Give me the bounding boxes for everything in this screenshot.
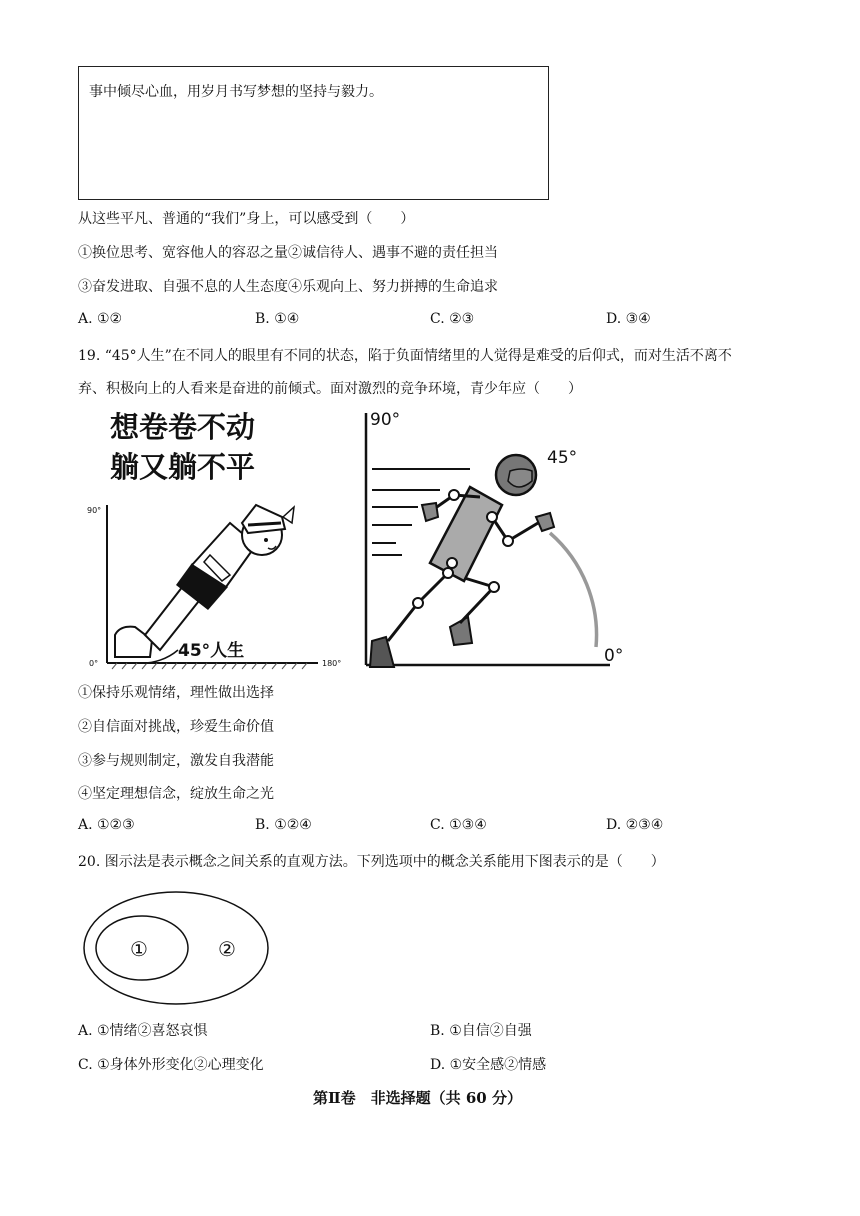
illustration-title-line-2: 躺又躺不平 [110, 450, 256, 484]
q19-stem-line-2: 弃、积极向上的人看来是奋进的前倾式。面对激烈的竞争环境，青少年应（ ） [78, 381, 582, 397]
q20-option-d[interactable]: D. ①安全感②情感 [430, 1057, 547, 1073]
q19-item-1: ①保持乐观情绪，理性做出选择 [78, 685, 274, 701]
q18-choice-line-1: ①换位思考、宽容他人的容忍之量②诚信待人、遇事不避的责任担当 [78, 245, 498, 261]
illustration-title-line-1: 想卷卷不动 [110, 410, 256, 444]
angle-arc [550, 533, 597, 647]
q20-stem: 20. 图示法是表示概念之间关系的直观方法。下列选项中的概念关系能用下图表示的是（ ） [78, 854, 665, 870]
q20-option-c[interactable]: C. ①身体外形变化②心理变化 [78, 1057, 264, 1073]
q18-choice-line-2: ③奋发进取、自强不息的人生态度④乐观向上、努力拼搏的生命追求 [78, 279, 498, 295]
left-label-90: 90° [87, 506, 102, 515]
right-label-45: 45° [547, 448, 578, 468]
quote-box [78, 66, 549, 200]
q20-option-a[interactable]: A. ①情绪②喜怒哀惧 [78, 1023, 208, 1039]
q18-option-b[interactable]: B. ①④ [255, 311, 300, 327]
concept-relation-diagram [78, 888, 278, 1008]
section-title: 第Ⅱ卷 非选择题（共 60 分） [313, 1089, 522, 1107]
q19-option-c[interactable]: C. ①③④ [430, 817, 487, 833]
q19-option-b[interactable]: B. ①②④ [255, 817, 312, 833]
left-label-180: 180° [322, 659, 342, 668]
illustration-caption: 45°人生 [178, 641, 245, 661]
q20-option-b[interactable]: B. ①自信②自强 [430, 1023, 532, 1039]
q19-item-4: ④坚定理想信念，绽放生命之光 [78, 786, 274, 802]
q19-option-a[interactable]: A. ①②③ [78, 817, 135, 833]
outer-ellipse-label: ② [218, 937, 236, 961]
right-label-90: 90° [370, 410, 401, 430]
q19-item-3: ③参与规则制定，激发自我潜能 [78, 753, 274, 769]
q18-option-d[interactable]: D. ③④ [606, 311, 651, 327]
outer-ellipse [84, 892, 268, 1004]
right-label-0: 0° [604, 646, 624, 666]
leaning-person-figure [115, 505, 294, 657]
q19-stem-line-1: 19. “45°人生”在不同人的眼里有不同的状态，陷于负面情绪里的人觉得是难受的后仰式，而对生活不离不 [78, 348, 732, 364]
striving-45-life-illustration [360, 405, 630, 670]
quote-box-text: 事中倾尽心血，用岁月书写梦想的坚持与毅力。 [89, 84, 383, 100]
running-robot-figure [370, 455, 554, 667]
q18-option-c[interactable]: C. ②③ [430, 311, 475, 327]
q18-option-a[interactable]: A. ①② [78, 311, 123, 327]
q18-stem: 从这些平凡、普通的“我们”身上，可以感受到（ ） [78, 211, 415, 227]
left-label-0: 0° [89, 659, 99, 668]
inner-ellipse-label: ① [130, 937, 148, 961]
q19-item-2: ②自信面对挑战，珍爱生命价值 [78, 719, 274, 735]
lazy-45-life-illustration [80, 405, 350, 670]
q19-option-d[interactable]: D. ②③④ [606, 817, 664, 833]
